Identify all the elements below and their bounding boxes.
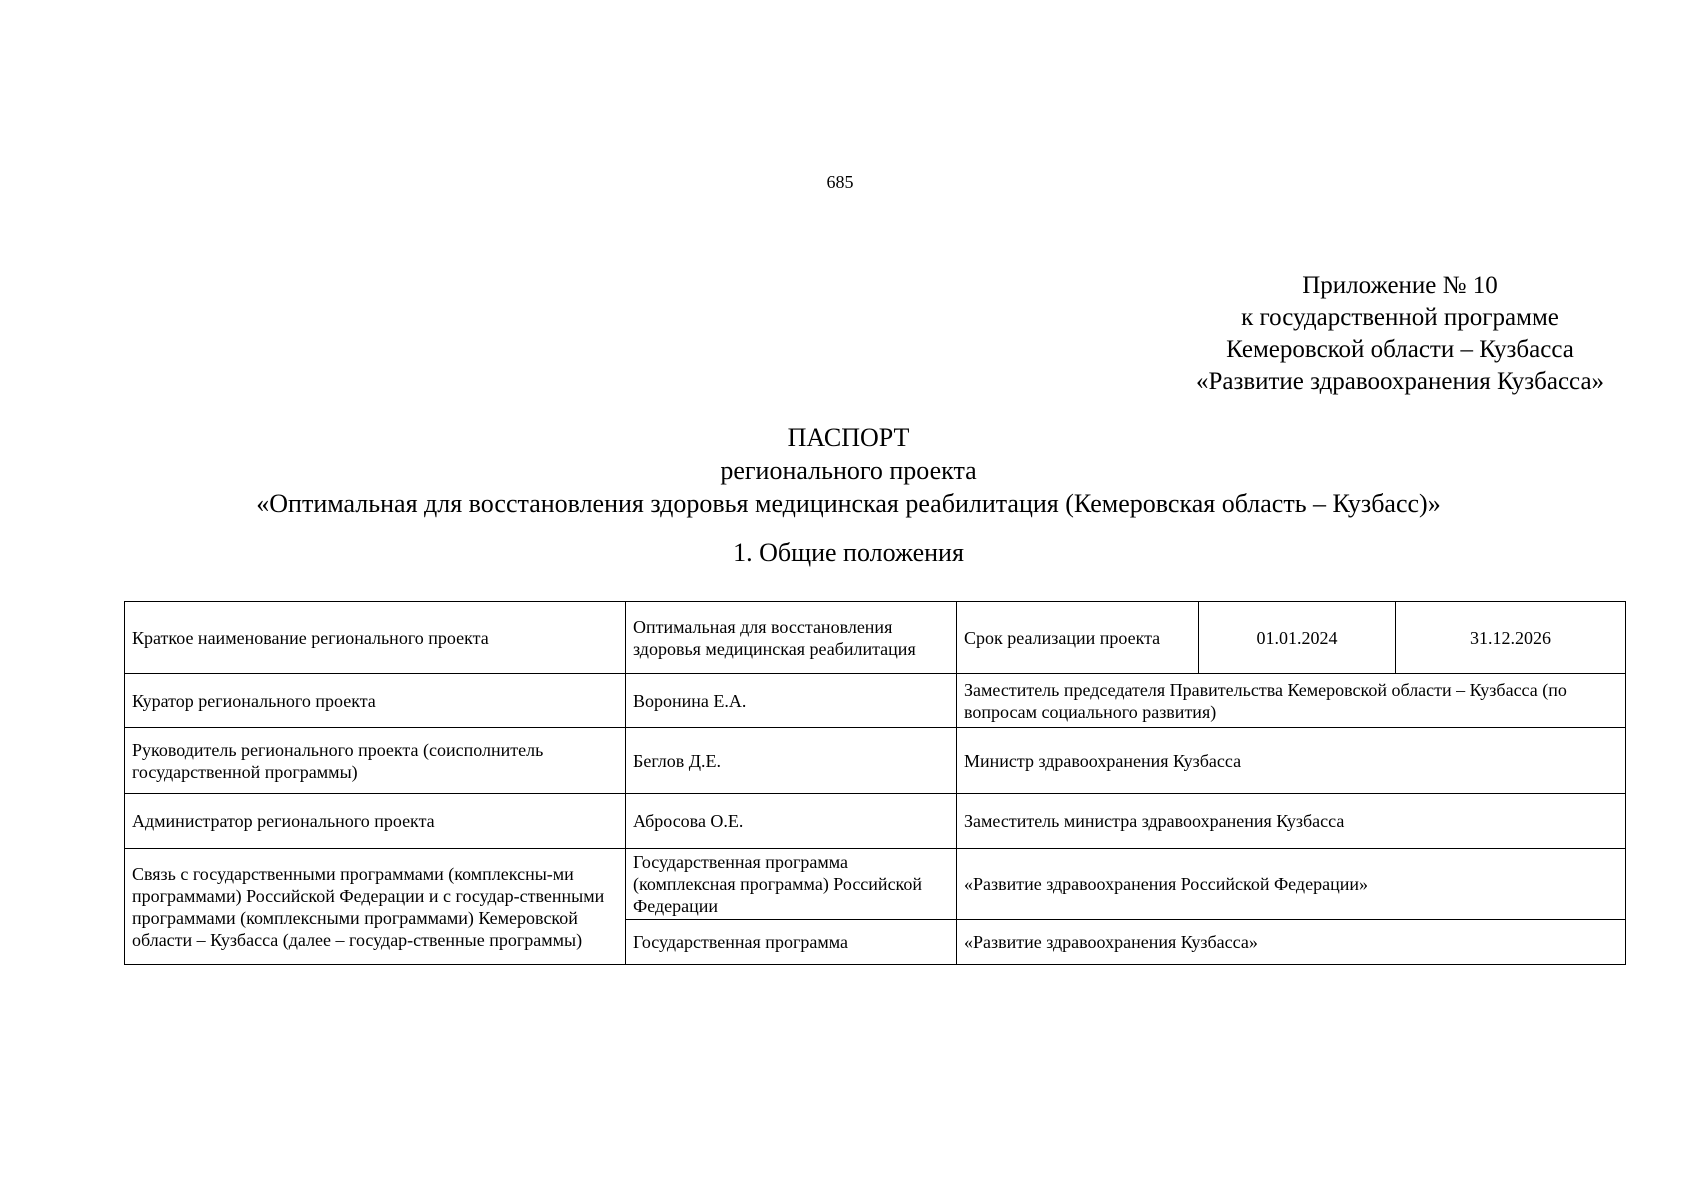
short-name-value: Оптимальная для восстановления здоровья медицинская реабилитация: [626, 602, 957, 674]
passport-title-block: [0, 421, 1697, 520]
program-link-label: Связь с государственными программами (комплексны-ми программами) Российской Федерации и с государ-ственными программами (комплексными программами) Кемеровской области – Кузбасса (далее – государ-ственные программы): [125, 849, 626, 965]
table-row: [125, 728, 1626, 794]
term-label: Срок реализации проекта: [957, 602, 1199, 674]
curator-name: Воронина Е.А.: [626, 674, 957, 728]
appendix-line-2: к государственной программе: [1241, 304, 1559, 331]
appendix-line-4: «Развитие здравоохранения Кузбасса»: [1195, 368, 1605, 395]
appendix-header: [1150, 270, 1650, 398]
table-row: [125, 794, 1626, 849]
head-position: Министр здравоохранения Кузбасса: [957, 728, 1626, 794]
page-number: 685: [826, 172, 854, 192]
short-name-label: Краткое наименование регионального проекта: [125, 602, 626, 674]
general-provisions-table: [124, 601, 1626, 965]
project-name: «Оптимальная для восстановления здоровья медицинская реабилитация (Кемеровская область – Кузбасс)»: [256, 489, 1441, 518]
head-label: Руководитель регионального проекта (соисполнитель государственной программы): [125, 728, 626, 794]
section-heading: 1. Общие положения: [733, 538, 964, 567]
table-row: [125, 602, 1626, 674]
appendix-line-3: Кемеровской области – Кузбасса: [1226, 336, 1574, 363]
federal-program-type: Государственная программа (комплексная программа) Российской Федерации: [626, 849, 957, 920]
federal-program-name: «Развитие здравоохранения Российской Федерации»: [957, 849, 1626, 920]
table-row: [125, 849, 1626, 920]
admin-name: Абросова О.Е.: [626, 794, 957, 849]
term-start-date: 01.01.2024: [1199, 602, 1396, 674]
curator-position: Заместитель председателя Правительства Кемеровской области – Кузбасса (по вопросам социального развития): [957, 674, 1626, 728]
curator-label: Куратор регионального проекта: [125, 674, 626, 728]
head-name: Беглов Д.Е.: [626, 728, 957, 794]
passport-subtitle: регионального проекта: [720, 456, 977, 485]
regional-program-type: Государственная программа: [626, 920, 957, 965]
regional-program-name: «Развитие здравоохранения Кузбасса»: [957, 920, 1626, 965]
table-row: [125, 674, 1626, 728]
appendix-line-1: Приложение № 10: [1302, 272, 1498, 299]
passport-title: ПАСПОРТ: [787, 423, 910, 452]
admin-label: Администратор регионального проекта: [125, 794, 626, 849]
admin-position: Заместитель министра здравоохранения Кузбасса: [957, 794, 1626, 849]
term-end-date: 31.12.2026: [1396, 602, 1626, 674]
